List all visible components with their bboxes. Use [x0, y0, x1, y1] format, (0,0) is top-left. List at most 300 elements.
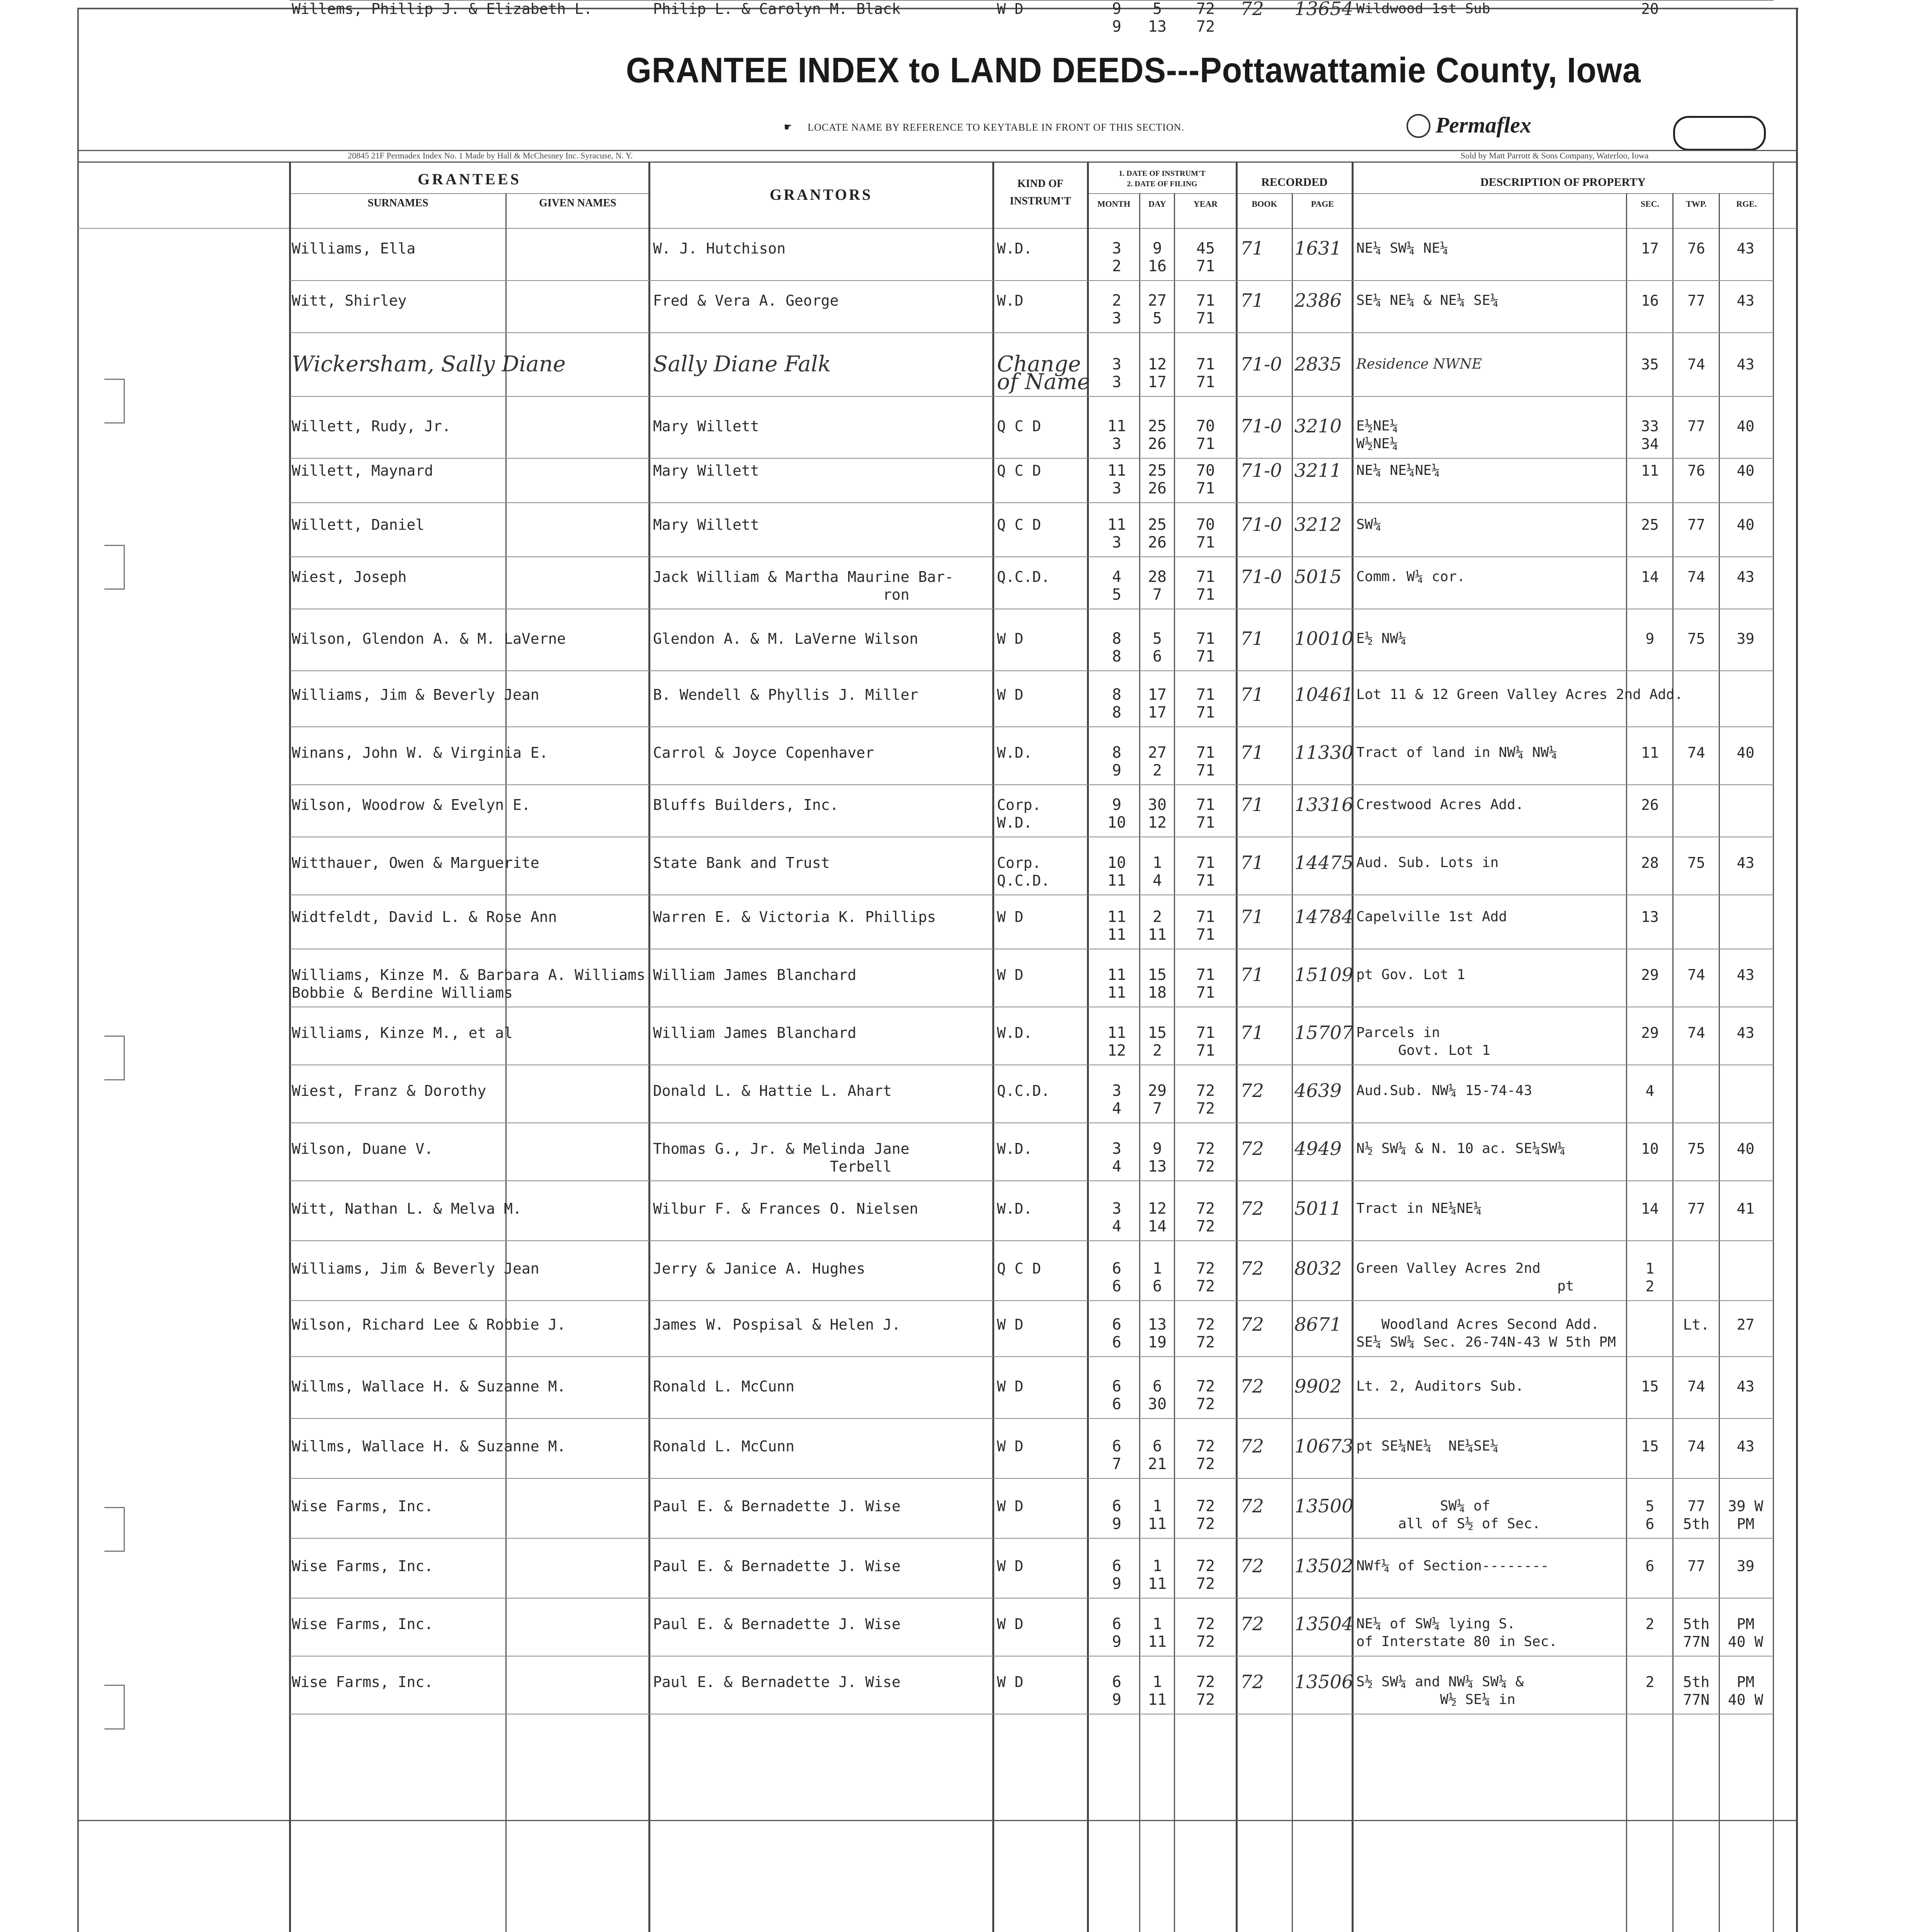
row-page: 13316	[1294, 794, 1354, 816]
row-day: 5 13	[1148, 0, 1167, 36]
row-day: 1 11	[1148, 1615, 1167, 1651]
row-rge: 39 W PM	[1728, 1498, 1764, 1532]
row-rge: 43	[1736, 1438, 1755, 1455]
row-grantee: Willms, Wallace H. & Suzanne M.	[292, 1438, 566, 1455]
row-rge: 40	[1736, 462, 1755, 479]
row-day: 12 14	[1148, 1200, 1167, 1235]
row-page: 15109	[1294, 964, 1354, 986]
row-month: 6 6	[1112, 1378, 1122, 1413]
row-year: 70 71	[1196, 462, 1215, 497]
row-day: 12 17	[1148, 355, 1167, 391]
row-month: 6 6	[1112, 1316, 1122, 1351]
row-kind: W.D.	[997, 1200, 1032, 1217]
row-rge: 43	[1736, 1024, 1755, 1041]
row-day: 1 11	[1148, 1557, 1167, 1593]
row-grantee: Williams, Kinze M. & Barbara A. Williams Bobbie & Berdine Williams	[292, 966, 646, 1001]
row-rule	[290, 396, 1774, 397]
row-sec: 6	[1645, 1558, 1655, 1575]
row-rge: 43	[1736, 966, 1755, 983]
row-month: 9 9	[1112, 0, 1122, 36]
row-month: 3 3	[1112, 355, 1122, 391]
row-book: 71	[1240, 852, 1264, 874]
row-rule	[290, 1300, 1774, 1301]
row-day: 30 12	[1148, 796, 1167, 832]
row-sec: 14	[1641, 568, 1659, 585]
col-grantees: GRANTEES	[417, 170, 522, 188]
row-desc: Crestwood Acres Add.	[1356, 797, 1524, 813]
row-twp: 74	[1687, 966, 1705, 983]
row-day: 9 16	[1148, 240, 1167, 275]
row-kind: W.D.	[997, 744, 1032, 761]
row-book: 72	[1240, 1080, 1264, 1102]
row-year: 72 72	[1196, 1615, 1215, 1651]
row-grantee: Willett, Rudy, Jr.	[292, 418, 451, 435]
row-rge: 43	[1736, 854, 1755, 871]
row-desc: E½ NW¼	[1356, 631, 1407, 646]
row-month: 6 9	[1112, 1615, 1122, 1651]
row-twp: 75	[1687, 1140, 1705, 1157]
row-rule	[290, 726, 1774, 727]
row-grantee: Wise Farms, Inc.	[292, 1498, 434, 1515]
row-book: 72	[1240, 1435, 1264, 1457]
row-rge: 43	[1736, 240, 1755, 257]
col-dates-2: 2. DATE OF FILING	[1127, 180, 1197, 188]
row-page: 13654	[1294, 0, 1354, 20]
row-desc: Comm. W¼ cor.	[1356, 569, 1465, 585]
row-rge: 39	[1736, 1558, 1755, 1575]
row-book: 72	[1240, 1138, 1264, 1160]
row-grantor: Ronald L. McCunn	[653, 1378, 795, 1395]
row-day: 28 7	[1148, 568, 1167, 604]
row-sec: 33 34	[1641, 418, 1659, 452]
row-twp: 5th 77N	[1683, 1616, 1710, 1650]
row-day: 25 26	[1148, 462, 1167, 497]
row-day: 17 17	[1148, 686, 1167, 721]
row-rge: 40	[1736, 1140, 1755, 1157]
row-day: 9 13	[1148, 1140, 1167, 1175]
row-book: 72	[1240, 1258, 1264, 1279]
row-year: 71 71	[1196, 292, 1215, 327]
row-sec: 11	[1641, 744, 1659, 761]
row-sec: 10	[1641, 1140, 1659, 1157]
row-page: 8032	[1294, 1258, 1342, 1279]
recorded-subrule	[1236, 193, 1352, 194]
row-rule	[290, 556, 1774, 557]
row-grantee: Witthauer, Owen & Marguerite	[292, 854, 539, 871]
row-year: 71 71	[1196, 908, 1215, 944]
row-kind: Change of Name	[997, 352, 1090, 395]
row-year: 71 71	[1196, 1024, 1215, 1060]
col-dates-1: 1. DATE OF INSTRUM'T	[1119, 169, 1206, 178]
row-desc: Tract of land in NW¼ NW¼	[1356, 745, 1558, 760]
row-twp: 77	[1687, 418, 1705, 435]
row-rge: 40	[1736, 744, 1755, 761]
vline-twp	[1672, 193, 1673, 1932]
row-page: 15707	[1294, 1022, 1354, 1044]
vline-year	[1174, 193, 1175, 1932]
row-twp: 75	[1687, 630, 1705, 647]
row-kind: Q C D	[997, 418, 1041, 435]
row-kind: Corp. Q.C.D.	[997, 854, 1050, 889]
row-day: 13 19	[1148, 1316, 1167, 1351]
row-grantee: Wise Farms, Inc.	[292, 1558, 434, 1575]
row-rule	[290, 1418, 1774, 1419]
row-twp: 74	[1687, 744, 1705, 761]
row-grantor: Ronald L. McCunn	[653, 1438, 795, 1455]
row-year: 72 72	[1196, 1497, 1215, 1533]
col-book: BOOK	[1252, 199, 1277, 209]
row-page: 4639	[1294, 1080, 1342, 1102]
row-month: 11 11	[1107, 966, 1126, 1002]
row-rule	[290, 332, 1774, 333]
row-day: 29 7	[1148, 1082, 1167, 1117]
row-book: 71	[1240, 1022, 1264, 1044]
row-grantee: Wiest, Franz & Dorothy	[292, 1082, 486, 1099]
row-sec: 9	[1645, 630, 1655, 647]
row-grantee: Williams, Jim & Beverly Jean	[292, 686, 539, 703]
row-day: 1 6	[1152, 1260, 1162, 1295]
row-month: 3 2	[1112, 240, 1122, 275]
row-year: 71 71	[1196, 796, 1215, 832]
vline-rge	[1719, 193, 1720, 1932]
row-kind: W D	[997, 1316, 1024, 1333]
margin-tab-mark	[104, 1685, 125, 1730]
row-kind: W D	[997, 1378, 1024, 1395]
col-description: DESCRIPTION OF PROPERTY	[1480, 176, 1646, 189]
row-month: 6 9	[1112, 1673, 1122, 1709]
row-month: 10 11	[1107, 854, 1126, 889]
row-sec: 17	[1641, 240, 1659, 257]
row-page: 10673	[1294, 1435, 1354, 1457]
row-grantor: Mary Willett	[653, 418, 759, 435]
row-day: 5 6	[1152, 630, 1162, 665]
form-note-right: Sold by Matt Parrott & Sons Company, Waterloo, Iowa	[1461, 151, 1649, 160]
row-month: 11 3	[1107, 417, 1126, 453]
row-grantee: Wilson, Richard Lee & Robbie J.	[292, 1316, 566, 1333]
row-page: 13500	[1294, 1495, 1354, 1517]
row-grantor: Sally Diane Falk	[653, 352, 831, 377]
row-rule	[290, 784, 1774, 785]
col-kind-2: INSTRUM'T	[1010, 195, 1071, 207]
row-sec: 5 6	[1645, 1498, 1655, 1532]
row-book: 71-0	[1240, 566, 1282, 588]
header-rule-2	[77, 162, 1797, 163]
row-desc: pt SE¼NE¼ NE¼SE¼	[1356, 1438, 1499, 1454]
row-rule	[290, 458, 1774, 459]
row-page: 13506	[1294, 1671, 1354, 1693]
vline-recorded-left	[1236, 162, 1238, 1932]
row-rule	[290, 1538, 1774, 1539]
row-page: 5015	[1294, 566, 1342, 588]
row-desc: S½ SW¼ and NW¼ SW¼ & W½ SE¼ in	[1356, 1674, 1524, 1708]
row-grantee: Wiest, Joseph	[292, 568, 407, 585]
row-year: 72 72	[1196, 1378, 1215, 1413]
row-day: 6 21	[1148, 1437, 1167, 1473]
row-sec: 29	[1641, 966, 1659, 983]
row-sec: 35	[1641, 356, 1659, 373]
row-rule	[290, 1478, 1774, 1479]
row-kind: Q.C.D.	[997, 1082, 1050, 1099]
row-twp: 77	[1687, 516, 1705, 533]
row-rule	[290, 280, 1774, 281]
row-kind: Q C D	[997, 1260, 1041, 1277]
row-twp: 74	[1687, 1378, 1705, 1395]
row-rge: 40	[1736, 418, 1755, 435]
row-grantor: Paul E. & Bernadette J. Wise	[653, 1558, 901, 1575]
row-year: 71 71	[1196, 355, 1215, 391]
row-grantee: Winans, John W. & Virginia E.	[292, 744, 548, 761]
row-month: 3 4	[1112, 1200, 1122, 1235]
row-month: 3 4	[1112, 1140, 1122, 1175]
row-desc: E½NE¼ W½NE¼	[1356, 418, 1398, 452]
row-year: 70 71	[1196, 516, 1215, 551]
row-book: 71-0	[1240, 460, 1282, 481]
row-rge: 39	[1736, 630, 1755, 647]
row-twp: 77 5th	[1683, 1498, 1710, 1532]
row-year: 72 72	[1196, 1082, 1215, 1117]
row-month: 8 8	[1112, 686, 1122, 721]
vline-desc-left	[1352, 162, 1354, 1932]
pointing-hand-icon: ☛	[784, 121, 792, 134]
row-sec: 15	[1641, 1378, 1659, 1395]
row-twp: 74	[1687, 356, 1705, 373]
row-rge: PM 40 W	[1728, 1673, 1764, 1708]
vline-given	[505, 193, 507, 1932]
page-right-edge	[1796, 8, 1798, 1932]
row-year: 71 71	[1196, 568, 1215, 604]
dates-subrule	[1088, 193, 1236, 194]
col-recorded: RECORDED	[1261, 176, 1328, 189]
row-grantee: Williams, Jim & Beverly Jean	[292, 1260, 539, 1277]
row-grantee: Willms, Wallace H. & Suzanne M.	[292, 1378, 566, 1395]
row-desc: Lot 11 & 12 Green Valley Acres 2nd Add.	[1356, 687, 1683, 702]
row-book: 71-0	[1240, 354, 1282, 375]
col-given-names: GIVEN NAMES	[539, 197, 616, 209]
index-tab-oval	[1673, 116, 1766, 151]
row-book: 71	[1240, 684, 1264, 706]
row-grantor: Thomas G., Jr. & Melinda Jane Terbell	[653, 1140, 910, 1175]
row-page: 13502	[1294, 1555, 1354, 1577]
row-page: 10010	[1294, 628, 1354, 650]
row-book: 71	[1240, 794, 1264, 816]
row-desc: NE¼ NE¼NE¼	[1356, 463, 1440, 478]
row-book: 72	[1240, 1314, 1264, 1335]
row-rge: 40	[1736, 516, 1755, 533]
row-page: 2386	[1294, 290, 1342, 311]
row-sec: 14	[1641, 1200, 1659, 1217]
row-page: 11330	[1294, 742, 1354, 764]
row-book: 71-0	[1240, 514, 1282, 536]
row-twp: 76	[1687, 462, 1705, 479]
col-month: MONTH	[1097, 199, 1131, 209]
row-page: 13504	[1294, 1613, 1354, 1635]
row-grantor: Jack William & Martha Maurine Bar- ron	[653, 568, 954, 603]
row-grantor: William James Blanchard	[653, 1024, 857, 1041]
row-grantee: Williams, Kinze M., et al	[292, 1024, 513, 1041]
row-grantor: Paul E. & Bernadette J. Wise	[653, 1673, 901, 1690]
row-rge: 43	[1736, 568, 1755, 585]
row-year: 72 72	[1196, 0, 1215, 36]
grantees-subrule	[290, 193, 649, 194]
row-rge: 43	[1736, 292, 1755, 309]
row-grantor: Paul E. & Bernadette J. Wise	[653, 1616, 901, 1633]
row-desc: SE¼ NE¼ & NE¼ SE¼	[1356, 293, 1499, 308]
row-month: 2 3	[1112, 292, 1122, 327]
row-year: 71 71	[1196, 744, 1215, 779]
col-year: YEAR	[1193, 199, 1218, 209]
desc-subrule	[1352, 193, 1774, 194]
row-grantee: Wise Farms, Inc.	[292, 1673, 434, 1690]
row-page: 14784	[1294, 906, 1354, 928]
row-day: 2 11	[1148, 908, 1167, 944]
row-grantee: Wilson, Duane V.	[292, 1140, 434, 1157]
row-desc: Parcels in Govt. Lot 1	[1356, 1025, 1490, 1058]
row-desc: Aud.Sub. NW¼ 15-74-43	[1356, 1083, 1532, 1099]
row-grantor: State Bank and Trust	[653, 854, 830, 871]
row-page: 3212	[1294, 514, 1342, 536]
row-kind: W D	[997, 686, 1024, 703]
row-grantor: Wilbur F. & Frances O. Nielsen	[653, 1200, 918, 1217]
row-rule	[290, 1240, 1774, 1241]
row-grantee: Witt, Shirley	[292, 292, 407, 309]
row-grantor: James W. Pospisal & Helen J.	[653, 1316, 901, 1333]
row-sec: 26	[1641, 796, 1659, 813]
vline-kind-left	[992, 162, 994, 1932]
row-grantee: Wilson, Woodrow & Evelyn E.	[292, 796, 531, 813]
locate-note: LOCATE NAME BY REFERENCE TO KEYTABLE IN FRONT OF THIS SECTION.	[808, 122, 1185, 133]
row-year: 71 71	[1196, 854, 1215, 889]
vline-day	[1139, 193, 1140, 1932]
row-month: 11 3	[1107, 516, 1126, 551]
row-grantor: Mary Willett	[653, 516, 759, 533]
row-twp: 76	[1687, 240, 1705, 257]
row-grantor: W. J. Hutchison	[653, 240, 786, 257]
row-book: 71	[1240, 742, 1264, 764]
row-desc: Aud. Sub. Lots in	[1356, 855, 1499, 871]
row-page: 2835	[1294, 354, 1342, 375]
row-twp: 77	[1687, 292, 1705, 309]
row-desc: SW¼ of all of S½ of Sec.	[1398, 1498, 1541, 1532]
row-sec: 2	[1645, 1616, 1655, 1633]
row-page: 3210	[1294, 415, 1342, 437]
row-grantor: Bluffs Builders, Inc.	[653, 796, 839, 813]
row-month: 6 7	[1112, 1437, 1122, 1473]
row-desc: pt Gov. Lot 1	[1356, 967, 1465, 983]
row-rule	[290, 502, 1774, 503]
row-year: 45 71	[1196, 240, 1215, 275]
row-desc: Capelville 1st Add	[1356, 909, 1507, 925]
page-title: GRANTEE INDEX to LAND DEEDS---Pottawattamie County, Iowa	[626, 51, 1641, 90]
row-sec: 28	[1641, 854, 1659, 871]
row-rge: 41	[1736, 1200, 1755, 1217]
row-desc: N½ SW¼ & N. 10 ac. SE¼SW¼	[1356, 1141, 1566, 1156]
row-grantee: Willett, Daniel	[292, 516, 425, 533]
row-book: 72	[1240, 1198, 1264, 1219]
row-grantor: Philip L. & Carolyn M. Black	[653, 0, 901, 17]
row-month: 3 4	[1112, 1082, 1122, 1117]
row-book: 71	[1240, 238, 1264, 259]
row-book: 71	[1240, 906, 1264, 928]
row-sec: 2	[1645, 1673, 1655, 1690]
row-kind: W D	[997, 1558, 1024, 1575]
col-rge: RGE.	[1736, 199, 1757, 209]
margin-tab-mark	[104, 1036, 125, 1080]
row-kind: Corp. W.D.	[997, 796, 1041, 831]
row-grantor: Paul E. & Bernadette J. Wise	[653, 1498, 901, 1515]
row-page: 1631	[1294, 238, 1342, 259]
row-kind: W D	[997, 1616, 1024, 1633]
row-desc: NE¼ SW¼ NE¼	[1356, 240, 1449, 256]
row-rge: 27	[1736, 1316, 1755, 1333]
col-surnames: SURNAMES	[367, 197, 429, 209]
row-rule	[290, 1180, 1774, 1181]
row-twp: 77	[1687, 1200, 1705, 1217]
row-year: 70 71	[1196, 417, 1215, 453]
vline-right	[1773, 162, 1774, 1932]
row-year: 72 72	[1196, 1140, 1215, 1175]
row-grantee: Widtfeldt, David L. & Rose Ann	[292, 908, 557, 925]
row-book: 72	[1240, 1495, 1264, 1517]
row-rule	[290, 670, 1774, 671]
row-year: 72 72	[1196, 1673, 1215, 1709]
row-day: 15 18	[1148, 966, 1167, 1002]
row-desc: NE¼ of SW¼ lying S. of Interstate 80 in Sec.	[1356, 1616, 1558, 1650]
col-kind-1: KIND OF	[1017, 178, 1063, 190]
row-kind: W.D.	[997, 1140, 1032, 1157]
form-note-left: 20845 21F Permadex Index No. 1 Made by Hall & McChesney Inc. Syracuse, N. Y.	[348, 151, 633, 160]
row-kind: Q.C.D.	[997, 568, 1050, 585]
row-book: 72	[1240, 1671, 1264, 1693]
row-grantee: Willems, Phillip J. & Elizabeth L.	[292, 0, 592, 17]
row-sec: 29	[1641, 1024, 1659, 1041]
vline-page	[1292, 193, 1293, 1932]
vline-dates-left	[1087, 162, 1089, 1932]
row-twp: 75	[1687, 854, 1705, 871]
row-year: 71 71	[1196, 966, 1215, 1002]
row-twp: 74	[1687, 568, 1705, 585]
row-rge: PM 40 W	[1728, 1616, 1764, 1650]
row-book: 72	[1240, 1376, 1264, 1397]
row-sec: 25	[1641, 516, 1659, 533]
row-desc: Wildwood 1st Sub	[1356, 1, 1490, 17]
row-book: 71	[1240, 290, 1264, 311]
row-grantor: B. Wendell & Phyllis J. Miller	[653, 686, 918, 703]
row-year: 72 72	[1196, 1437, 1215, 1473]
col-twp: TWP.	[1686, 199, 1707, 209]
row-grantor: Warren E. & Victoria K. Phillips	[653, 908, 936, 925]
row-day: 27 5	[1148, 292, 1167, 327]
row-day: 25 26	[1148, 516, 1167, 551]
row-twp: Lt.	[1683, 1316, 1710, 1333]
row-page: 14475	[1294, 852, 1354, 874]
row-page: 3211	[1294, 460, 1342, 481]
row-day: 27 2	[1148, 744, 1167, 779]
row-year: 72 72	[1196, 1260, 1215, 1295]
row-grantee: Williams, Ella	[292, 240, 416, 257]
row-kind: W.D.	[997, 1024, 1032, 1041]
margin-tab-mark	[104, 379, 125, 423]
row-book: 72	[1240, 1555, 1264, 1577]
row-month: 8 8	[1112, 630, 1122, 665]
row-month: 11 11	[1107, 908, 1126, 944]
row-grantor: William James Blanchard	[653, 966, 857, 983]
header-rule-top	[77, 150, 1797, 151]
row-sec: 13	[1641, 908, 1659, 925]
vline-grantors-left	[648, 162, 650, 1932]
row-day: 1 11	[1148, 1673, 1167, 1709]
row-year: 71 71	[1196, 630, 1215, 665]
row-month: 6 9	[1112, 1497, 1122, 1533]
